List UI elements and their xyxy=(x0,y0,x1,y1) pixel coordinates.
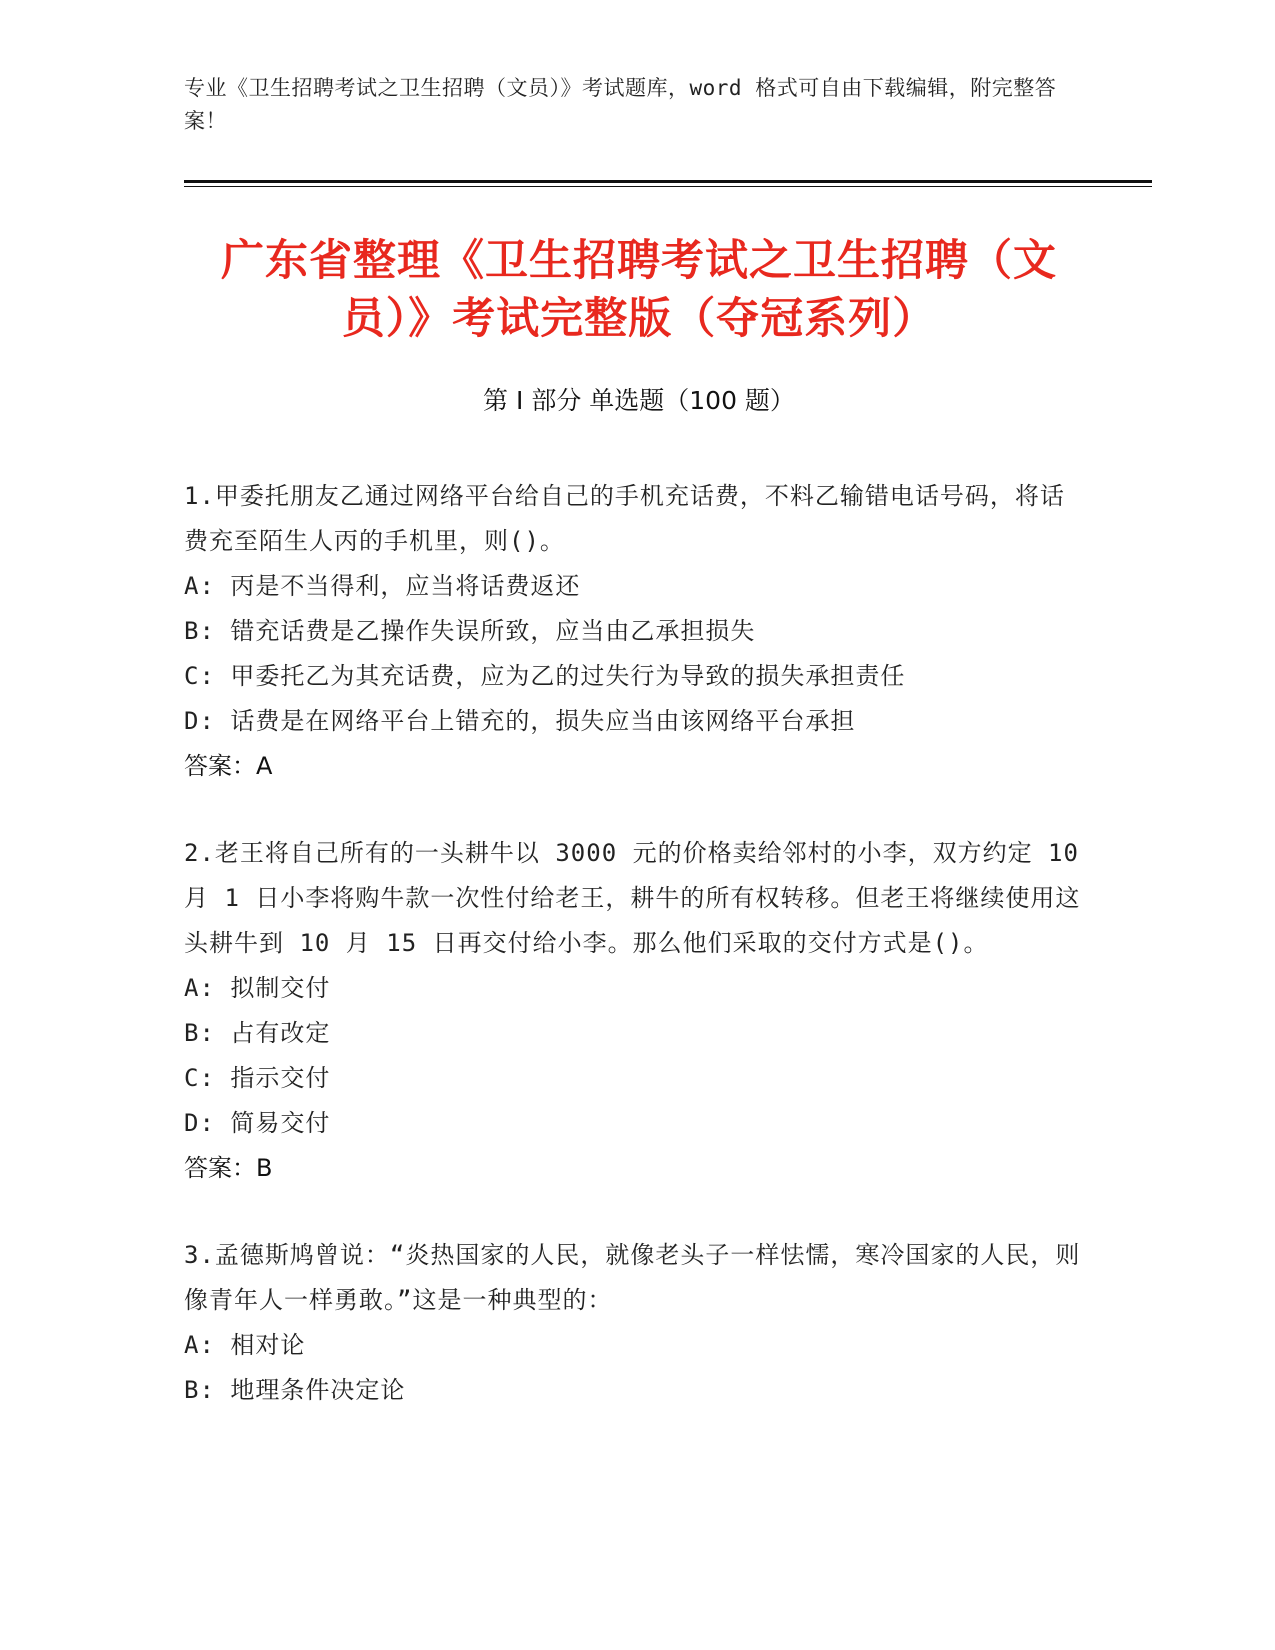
option-c: C: 指示交付 xyxy=(184,1064,331,1092)
answer: 答案：B xyxy=(184,1154,273,1182)
document-title: 广东省整理《卫生招聘考试之卫生招聘（文员）》考试完整版（夺冠系列） xyxy=(221,236,1057,344)
question-text: 1.甲委托朋友乙通过网络平台给自己的手机充话费，不料乙输错电话号码，将话费充至陌生人丙的手机里，则()。 xyxy=(184,482,1065,555)
header-note: 专业《卫生招聘考试之卫生招聘（文员）》考试题库，word 格式可自由下载编辑，附完整答案！ xyxy=(184,76,1057,133)
option-a: A: 相对论 xyxy=(184,1331,306,1359)
option-d: D: 话费是在网络平台上错充的，损失应当由该网络平台承担 xyxy=(184,707,856,735)
option-a: A: 拟制交付 xyxy=(184,974,331,1002)
question-2 xyxy=(184,831,1084,1191)
question-1 xyxy=(184,474,1084,789)
question-3 xyxy=(184,1233,1084,1413)
header-divider-thick xyxy=(184,180,1152,183)
option-b: B: 错充话费是乙操作失误所致，应当由乙承担损失 xyxy=(184,617,756,645)
option-b: B: 地理条件决定论 xyxy=(184,1376,406,1404)
option-b: B: 占有改定 xyxy=(184,1019,331,1047)
section-title: 第 I 部分 单选题（100 题） xyxy=(483,386,795,415)
header-divider-thin xyxy=(184,186,1152,187)
answer: 答案：A xyxy=(184,752,273,780)
question-text: 2.老王将自己所有的一头耕牛以 3000 元的价格卖给邻村的小李，双方约定 10 月 1 日小李将购牛款一次性付给老王，耕牛的所有权转移。但老王将继续使用这头耕牛到 10 月 15 日再交付给小李。那么他们采取的交付方式是()。 xyxy=(184,839,1081,957)
option-d: D: 简易交付 xyxy=(184,1109,331,1137)
option-a: A: 丙是不当得利，应当将话费返还 xyxy=(184,572,581,600)
question-list xyxy=(184,474,1084,1455)
question-text: 3.孟德斯鸠曾说：“炎热国家的人民，就像老头子一样怯懦，寒冷国家的人民，则像青年人一样勇敢。”这是一种典型的： xyxy=(184,1241,1081,1314)
option-c: C: 甲委托乙为其充话费，应为乙的过失行为导致的损失承担责任 xyxy=(184,662,906,690)
